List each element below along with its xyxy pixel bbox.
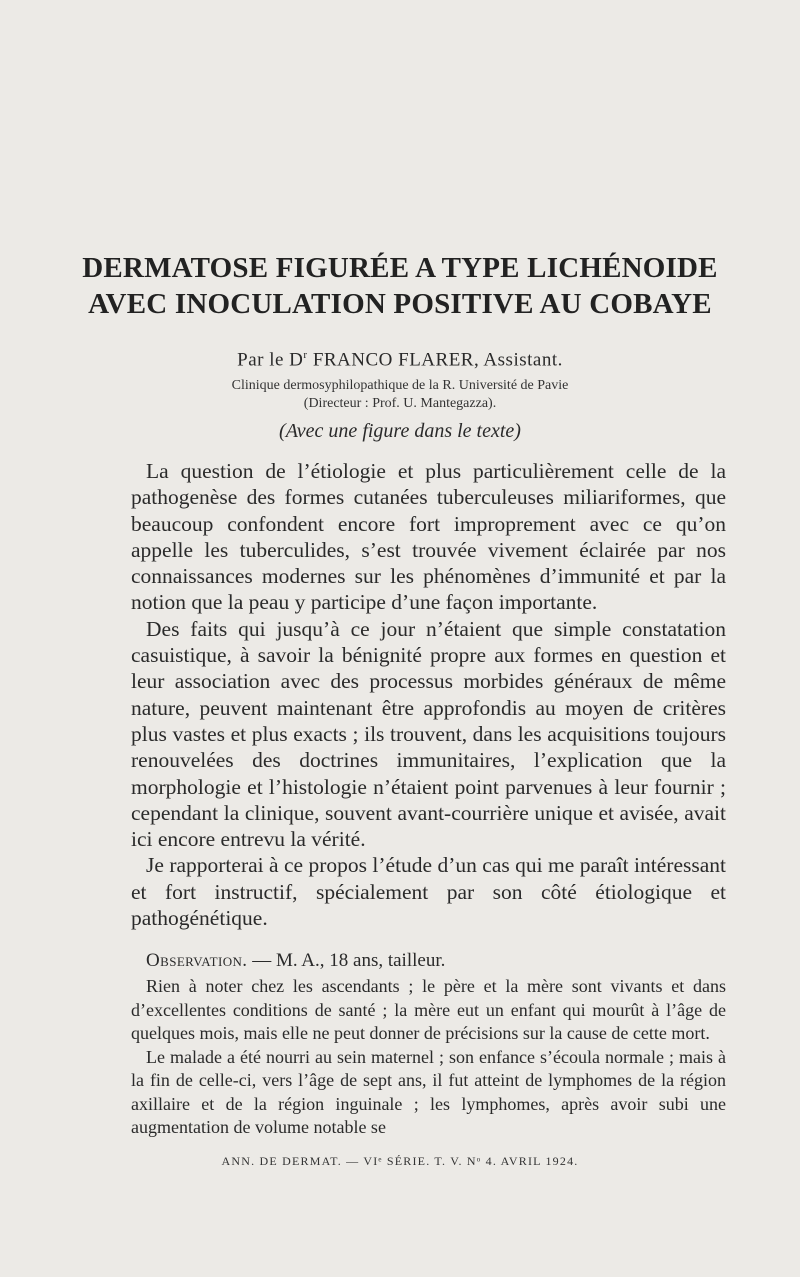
observation-heading	[146, 950, 726, 972]
byline-author: FRANCO FLARER, Assistant.	[307, 349, 563, 371]
byline-superscript: r	[303, 349, 308, 361]
journal-footer: ANN. DE DERMAT. — VIᵉ SÉRIE. T. V. Nᵒ 4. AVRIL 1924.	[221, 1154, 579, 1168]
observation-section	[131, 975, 726, 1140]
observation-paragraph: Le malade a été nourri au sein maternel ; son enfance s’écoula normale ; mais à la fin de celle-ci, vers l’âge de sept ans, il fut atteint de lymphomes de la région axillaire et de la région inguinale ; les lymphomes, après avoir subi une augmentation de volume notable se	[131, 1046, 726, 1137]
intro-paragraph: Des faits qui jusqu’à ce jour n’étaient que simple constatation casuistique, à savoir la bénignité propre aux formes en question et leur association avec des processus morbides généraux de même nature, peuvent maintenant être approfondis au moyen de critères plus vastes et plus exacts ; ils trouvent, dans les acquisitions toujours renouvelées des doctrines immunitaires, l’explication que la morphologie et l’histologie n’étaient point parvenues à leur fournir ; cependant la clinique, souvent avant-courrière unique et avisée, avait ici encore entrevu la vérité.	[131, 616, 726, 852]
observation-paragraph: Rien à noter chez les ascendants ; le père et la mère sont vivants et dans d’excellentes conditions de santé ; la mère eut un enfant qui mourût à l’âge de quelques mois, mais elle ne peut donner de précisions sur la cause de cette mort.	[131, 976, 726, 1043]
intro-paragraph: La question de l’étiologie et plus particulièrement celle de la pathogenèse des formes cutanées tuberculeuses miliariformes, que beaucoup confondent encore fort improprement avec ce qu’on appelle les tuberculides, s’est trouvée vivement éclairée par nos connaissances modernes sur les phénomènes d’immunité et par la notion que la peau y participe d’une façon importante.	[131, 459, 726, 615]
observation-patient: — M. A., 18 ans, tailleur.	[247, 950, 446, 971]
author-byline	[0, 349, 800, 371]
article-title-line-2: AVEC INOCULATION POSITIVE AU COBAYE	[88, 288, 712, 320]
observation-label: Observation.	[146, 950, 248, 971]
byline-prefix: Par le D	[237, 349, 304, 371]
introduction-section	[131, 458, 726, 931]
affiliation-line-2: (Directeur : Prof. U. Mantegazza).	[303, 396, 497, 411]
intro-paragraph: Je rapporterai à ce propos l’étude d’un cas qui me paraît intéressant et fort instructif, spécialement par son côté étiologique et pathogénétique.	[131, 853, 726, 931]
affiliation-line-1: Clinique dermosyphilopathique de la R. Université de Pavie	[231, 378, 569, 393]
figure-note: (Avec une figure dans le texte)	[279, 420, 521, 442]
article-title-line-1: DERMATOSE FIGURÉE A TYPE LICHÉNOIDE	[82, 252, 718, 284]
